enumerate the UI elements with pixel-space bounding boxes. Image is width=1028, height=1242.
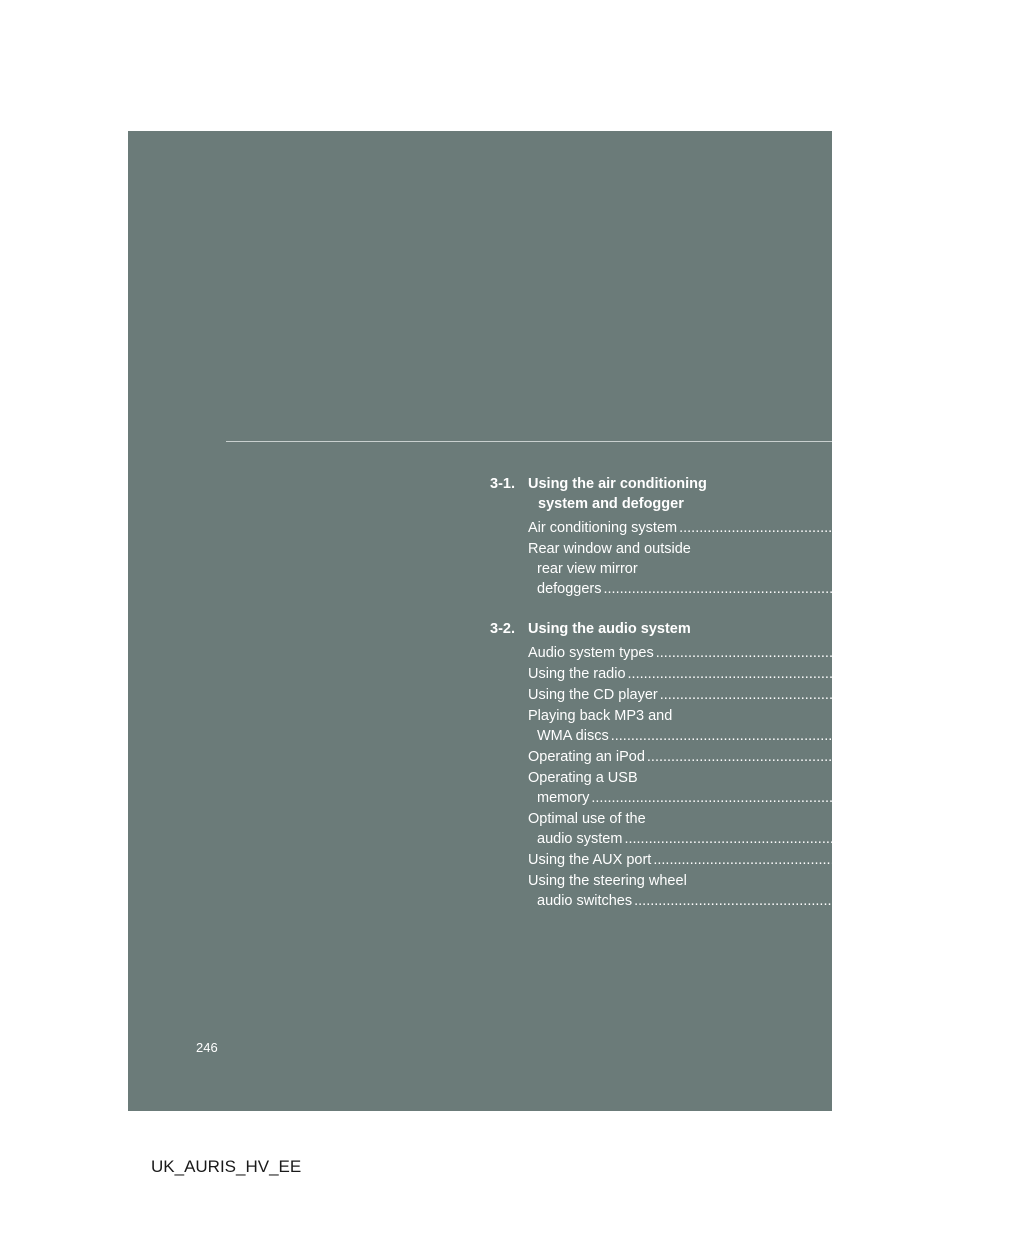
entry-page-number: 255	[980, 645, 1005, 661]
section-title	[528, 619, 790, 639]
entry-page-number: 257	[951, 666, 977, 682]
entry-label: Using the radio	[528, 666, 626, 682]
section-number: 3-1.	[490, 476, 515, 492]
dot-leader	[591, 790, 913, 806]
entry-text-line: Operating a USB	[528, 770, 638, 786]
entry-page-number: 262	[984, 687, 1009, 703]
toc-entry[interactable]	[528, 685, 1009, 705]
entry-page-number: 288	[948, 831, 973, 847]
toc-section	[490, 619, 1009, 911]
entry-label: audio system	[537, 831, 623, 847]
dot-leader	[624, 831, 946, 847]
page-number: 246	[196, 1040, 218, 1055]
footer-code: UK_AURIS_HV_EE	[151, 1157, 302, 1176]
entry-page-number: 291	[977, 852, 1002, 868]
entry-page-number: 254	[927, 581, 952, 597]
toc-section	[490, 474, 1028, 599]
dot-leader	[679, 518, 1001, 538]
entry-page-number: 292	[958, 893, 983, 909]
toc-entry[interactable]	[528, 664, 977, 684]
section-title-line: system and defogger	[538, 496, 684, 512]
entry-leader-line	[528, 685, 1009, 705]
entry-label: memory	[537, 790, 590, 806]
entry-label: defoggers	[537, 581, 602, 597]
entry-list	[490, 643, 1009, 911]
dot-leader	[628, 664, 950, 684]
entry-label: Using the CD player	[528, 687, 658, 703]
divider-rule	[226, 441, 832, 442]
entry-leader-line	[528, 664, 977, 684]
toc-entry[interactable]	[528, 518, 1028, 538]
toc-entry[interactable]	[528, 768, 940, 808]
entry-page-number: 267	[935, 728, 960, 744]
section-heading[interactable]	[490, 619, 790, 639]
entry-leader-line	[528, 579, 952, 599]
entry-leader-line	[528, 747, 996, 767]
toc-entry[interactable]	[528, 809, 973, 849]
entry-text-line: rear view mirror	[537, 561, 638, 577]
toc-entry[interactable]	[528, 871, 983, 911]
entry-label: Operating an iPod	[528, 749, 645, 765]
entry-text-line: Using the steering wheel	[528, 873, 687, 889]
entry-label: WMA discs	[537, 728, 609, 744]
toc-entry[interactable]	[528, 850, 1002, 870]
section-title-line: Using the audio system	[528, 621, 691, 637]
toc-entry[interactable]	[528, 643, 1005, 663]
entry-label: Audio system types	[528, 645, 654, 661]
entry-page-number: 248	[1003, 520, 1028, 536]
dot-leader	[647, 747, 969, 767]
dot-leader	[660, 685, 982, 705]
dot-leader	[653, 850, 975, 870]
entry-text-line: Rear window and outside	[528, 541, 691, 557]
table-of-contents	[490, 474, 1028, 931]
entry-leader-line	[528, 891, 983, 911]
dot-leader	[604, 581, 926, 597]
entry-label: audio switches	[537, 893, 633, 909]
entry-page-number: 280	[915, 790, 940, 806]
toc-entry[interactable]	[528, 706, 960, 746]
entry-leader-line	[528, 643, 1005, 663]
entry-text-line: Optimal use of the	[528, 811, 646, 827]
entry-leader-line	[528, 850, 1002, 870]
toc-entry[interactable]	[528, 747, 996, 767]
entry-leader-line	[528, 788, 940, 808]
toc-entry[interactable]	[528, 539, 952, 599]
entry-text-line: Playing back MP3 and	[528, 708, 673, 724]
dot-leader	[611, 728, 933, 744]
entry-label: Air conditioning system	[528, 520, 678, 536]
entry-leader-line	[528, 829, 973, 849]
dot-leader	[634, 893, 956, 909]
section-number: 3-2.	[490, 621, 515, 637]
entry-leader-line	[528, 518, 1028, 538]
entry-list	[490, 518, 1028, 599]
entry-label: Using the AUX port	[528, 852, 652, 868]
entry-leader-line	[528, 726, 960, 746]
section-title	[528, 474, 790, 514]
dot-leader	[656, 643, 978, 663]
entry-page-number: 273	[971, 749, 996, 765]
section-title-line: Using the air conditioning	[528, 476, 707, 492]
section-heading[interactable]	[490, 474, 790, 514]
